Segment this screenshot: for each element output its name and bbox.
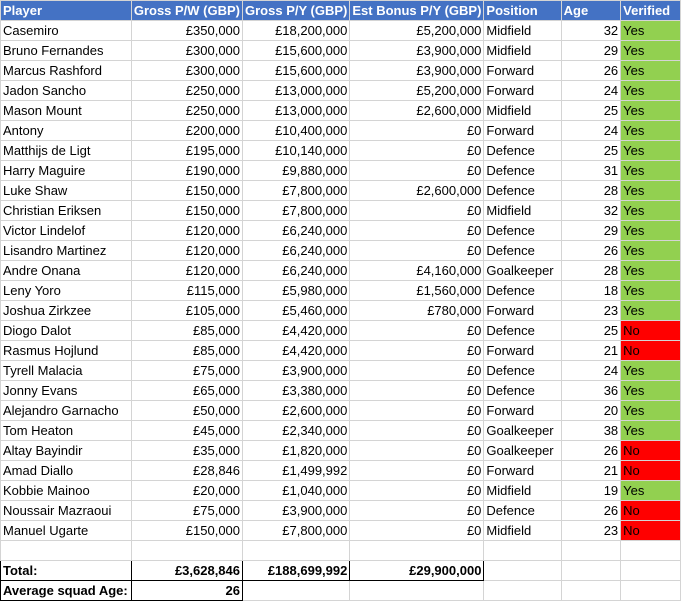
bonus-py-cell[interactable]: £0 (350, 421, 484, 441)
verified-cell[interactable]: Yes (621, 481, 681, 501)
bonus-py-cell[interactable]: £4,160,000 (350, 261, 484, 281)
gross-pw-cell[interactable]: £20,000 (131, 481, 242, 501)
age-cell[interactable]: 21 (561, 341, 621, 361)
gross-pw-cell[interactable]: £75,000 (131, 361, 242, 381)
verified-cell[interactable]: Yes (621, 221, 681, 241)
player-cell[interactable]: Alejandro Garnacho (1, 401, 132, 421)
gross-pw-cell[interactable]: £85,000 (131, 341, 242, 361)
position-cell[interactable]: Forward (484, 61, 561, 81)
position-cell[interactable]: Midfield (484, 481, 561, 501)
cell[interactable] (621, 561, 681, 581)
gross-pw-cell[interactable]: £150,000 (131, 201, 242, 221)
table-row (1, 461, 681, 481)
gross-pw-cell[interactable]: £28,846 (131, 461, 242, 481)
gross-pw-cell[interactable]: £50,000 (131, 401, 242, 421)
position-cell[interactable]: Midfield (484, 201, 561, 221)
gross-pw-cell[interactable]: £45,000 (131, 421, 242, 441)
player-cell[interactable]: Mason Mount (1, 101, 132, 121)
gross-pw-cell[interactable]: £350,000 (131, 21, 242, 41)
column-header[interactable]: Gross P/W (GBP) (131, 1, 242, 21)
gross-pw-cell[interactable]: £115,000 (131, 281, 242, 301)
age-cell[interactable]: 26 (561, 61, 621, 81)
position-cell[interactable]: Defence (484, 221, 561, 241)
table-row (1, 61, 681, 81)
player-cell[interactable]: Joshua Zirkzee (1, 301, 132, 321)
age-cell[interactable]: 24 (561, 81, 621, 101)
verified-cell[interactable]: No (621, 321, 681, 341)
gross-py-cell[interactable]: £4,420,000 (243, 341, 350, 361)
column-header[interactable]: Player (1, 1, 132, 21)
verified-cell[interactable]: No (621, 341, 681, 361)
verified-cell[interactable]: Yes (621, 421, 681, 441)
age-cell[interactable]: 32 (561, 201, 621, 221)
verified-cell[interactable]: No (621, 501, 681, 521)
totals-label[interactable]: Total: (1, 561, 132, 581)
gross-py-cell[interactable]: £7,800,000 (243, 201, 350, 221)
verified-cell[interactable]: No (621, 461, 681, 481)
average-age-value[interactable]: 26 (131, 581, 242, 601)
cell[interactable] (484, 581, 561, 601)
player-cell[interactable]: Altay Bayindir (1, 441, 132, 461)
age-cell[interactable]: 23 (561, 301, 621, 321)
gross-pw-cell[interactable]: £190,000 (131, 161, 242, 181)
player-cell[interactable]: Andre Onana (1, 261, 132, 281)
gross-pw-cell[interactable]: £250,000 (131, 81, 242, 101)
position-cell[interactable]: Defence (484, 181, 561, 201)
table-row (1, 161, 681, 181)
age-cell[interactable]: 36 (561, 381, 621, 401)
bonus-py-cell[interactable]: £0 (350, 141, 484, 161)
player-cell[interactable]: Lisandro Martinez (1, 241, 132, 261)
bonus-py-cell[interactable]: £0 (350, 321, 484, 341)
player-cell[interactable]: Jadon Sancho (1, 81, 132, 101)
age-cell[interactable]: 26 (561, 501, 621, 521)
average-age-label[interactable]: Average squad Age: (1, 581, 132, 601)
gross-pw-cell[interactable]: £120,000 (131, 221, 242, 241)
column-header[interactable]: Est Bonus P/Y (GBP) (350, 1, 484, 21)
bonus-py-cell[interactable]: £0 (350, 241, 484, 261)
bonus-py-cell[interactable]: £0 (350, 221, 484, 241)
verified-cell[interactable]: No (621, 441, 681, 461)
gross-py-cell[interactable]: £2,600,000 (243, 401, 350, 421)
gross-py-cell[interactable]: £15,600,000 (243, 61, 350, 81)
cell[interactable] (621, 541, 681, 561)
age-cell[interactable]: 26 (561, 441, 621, 461)
table-row (1, 301, 681, 321)
bonus-py-cell[interactable]: £5,200,000 (350, 81, 484, 101)
table-row (1, 441, 681, 461)
age-cell[interactable]: 26 (561, 241, 621, 261)
bonus-py-cell[interactable]: £0 (350, 461, 484, 481)
verified-cell[interactable]: Yes (621, 81, 681, 101)
position-cell[interactable]: Forward (484, 401, 561, 421)
bonus-py-cell[interactable]: £0 (350, 161, 484, 181)
gross-py-cell[interactable]: £5,460,000 (243, 301, 350, 321)
verified-cell[interactable]: Yes (621, 121, 681, 141)
average-age-row (1, 581, 681, 601)
verified-cell[interactable]: Yes (621, 181, 681, 201)
position-cell[interactable]: Forward (484, 341, 561, 361)
table-row (1, 181, 681, 201)
column-header[interactable]: Age (561, 1, 621, 21)
gross-pw-cell[interactable]: £85,000 (131, 321, 242, 341)
header-row (1, 1, 681, 21)
gross-pw-cell[interactable]: £300,000 (131, 41, 242, 61)
gross-py-cell[interactable]: £13,000,000 (243, 101, 350, 121)
gross-py-cell[interactable]: £13,000,000 (243, 81, 350, 101)
column-header[interactable]: Verified (621, 1, 681, 21)
gross-py-cell[interactable]: £6,240,000 (243, 261, 350, 281)
position-cell[interactable]: Defence (484, 361, 561, 381)
gross-py-cell[interactable]: £7,800,000 (243, 181, 350, 201)
position-cell[interactable]: Goalkeeper (484, 261, 561, 281)
cell[interactable] (1, 541, 132, 561)
age-cell[interactable]: 24 (561, 121, 621, 141)
age-cell[interactable]: 38 (561, 421, 621, 441)
bonus-py-cell[interactable]: £2,600,000 (350, 101, 484, 121)
gross-pw-cell[interactable]: £200,000 (131, 121, 242, 141)
position-cell[interactable]: Midfield (484, 41, 561, 61)
bonus-py-cell[interactable]: £0 (350, 481, 484, 501)
table-row (1, 81, 681, 101)
total-bonus-py[interactable]: £29,900,000 (350, 561, 484, 581)
gross-py-cell[interactable]: £1,820,000 (243, 441, 350, 461)
position-cell[interactable]: Midfield (484, 21, 561, 41)
bonus-py-cell[interactable]: £0 (350, 341, 484, 361)
player-cell[interactable]: Kobbie Mainoo (1, 481, 132, 501)
bonus-py-cell[interactable]: £780,000 (350, 301, 484, 321)
table-row (1, 261, 681, 281)
age-cell[interactable]: 19 (561, 481, 621, 501)
player-cell[interactable]: Luke Shaw (1, 181, 132, 201)
table-row (1, 321, 681, 341)
age-cell[interactable]: 18 (561, 281, 621, 301)
verified-cell[interactable]: Yes (621, 201, 681, 221)
age-cell[interactable]: 31 (561, 161, 621, 181)
table-row (1, 121, 681, 141)
bonus-py-cell[interactable]: £5,200,000 (350, 21, 484, 41)
bonus-py-cell[interactable]: £1,560,000 (350, 281, 484, 301)
gross-py-cell[interactable]: £3,380,000 (243, 381, 350, 401)
gross-py-cell[interactable]: £6,240,000 (243, 241, 350, 261)
bonus-py-cell[interactable]: £0 (350, 521, 484, 541)
gross-pw-cell[interactable]: £105,000 (131, 301, 242, 321)
player-cell[interactable]: Tyrell Malacia (1, 361, 132, 381)
gross-pw-cell[interactable]: £300,000 (131, 61, 242, 81)
verified-cell[interactable]: No (621, 521, 681, 541)
bonus-py-cell[interactable]: £0 (350, 441, 484, 461)
bonus-py-cell[interactable]: £2,600,000 (350, 181, 484, 201)
verified-cell[interactable]: Yes (621, 161, 681, 181)
age-cell[interactable]: 29 (561, 221, 621, 241)
cell[interactable] (561, 541, 621, 561)
gross-py-cell[interactable]: £2,340,000 (243, 421, 350, 441)
position-cell[interactable]: Forward (484, 301, 561, 321)
player-cell[interactable]: Jonny Evans (1, 381, 132, 401)
player-cell[interactable]: Marcus Rashford (1, 61, 132, 81)
position-cell[interactable]: Defence (484, 321, 561, 341)
gross-py-cell[interactable]: £6,240,000 (243, 221, 350, 241)
cell[interactable] (621, 581, 681, 601)
gross-pw-cell[interactable]: £65,000 (131, 381, 242, 401)
gross-pw-cell[interactable]: £120,000 (131, 241, 242, 261)
column-header[interactable]: Gross P/Y (GBP) (243, 1, 350, 21)
gross-pw-cell[interactable]: £75,000 (131, 501, 242, 521)
table-row (1, 41, 681, 61)
gross-py-cell[interactable]: £1,040,000 (243, 481, 350, 501)
table-row (1, 21, 681, 41)
position-cell[interactable]: Forward (484, 81, 561, 101)
gross-py-cell[interactable]: £10,140,000 (243, 141, 350, 161)
player-cell[interactable]: Amad Diallo (1, 461, 132, 481)
verified-cell[interactable]: Yes (621, 301, 681, 321)
gross-pw-cell[interactable]: £150,000 (131, 181, 242, 201)
age-cell[interactable]: 21 (561, 461, 621, 481)
table-row (1, 381, 681, 401)
gross-py-cell[interactable]: £15,600,000 (243, 41, 350, 61)
gross-pw-cell[interactable]: £250,000 (131, 101, 242, 121)
cell[interactable] (350, 541, 484, 561)
gross-py-cell[interactable]: £9,880,000 (243, 161, 350, 181)
cell[interactable] (243, 581, 350, 601)
position-cell[interactable]: Midfield (484, 521, 561, 541)
player-cell[interactable]: Rasmus Hojlund (1, 341, 132, 361)
age-cell[interactable]: 28 (561, 261, 621, 281)
bonus-py-cell[interactable]: £0 (350, 201, 484, 221)
bonus-py-cell[interactable]: £3,900,000 (350, 61, 484, 81)
cell[interactable] (243, 541, 350, 561)
cell[interactable] (350, 581, 484, 601)
bonus-py-cell[interactable]: £0 (350, 401, 484, 421)
bonus-py-cell[interactable]: £0 (350, 121, 484, 141)
table-row (1, 221, 681, 241)
verified-cell[interactable]: Yes (621, 281, 681, 301)
player-cell[interactable]: Bruno Fernandes (1, 41, 132, 61)
table-row (1, 421, 681, 441)
gross-py-cell[interactable]: £1,499,992 (243, 461, 350, 481)
total-gross-py[interactable]: £188,699,992 (243, 561, 350, 581)
cell[interactable] (131, 541, 242, 561)
position-cell[interactable]: Midfield (484, 101, 561, 121)
total-gross-pw[interactable]: £3,628,846 (131, 561, 242, 581)
player-cell[interactable]: Casemiro (1, 21, 132, 41)
verified-cell[interactable]: Yes (621, 241, 681, 261)
empty-row (1, 541, 681, 561)
bonus-py-cell[interactable]: £0 (350, 381, 484, 401)
gross-pw-cell[interactable]: £35,000 (131, 441, 242, 461)
age-cell[interactable]: 24 (561, 361, 621, 381)
table-row (1, 201, 681, 221)
gross-py-cell[interactable]: £18,200,000 (243, 21, 350, 41)
position-cell[interactable]: Defence (484, 281, 561, 301)
age-cell[interactable]: 28 (561, 181, 621, 201)
cell[interactable] (484, 561, 561, 581)
age-cell[interactable]: 20 (561, 401, 621, 421)
gross-py-cell[interactable]: £7,800,000 (243, 521, 350, 541)
gross-pw-cell[interactable]: £195,000 (131, 141, 242, 161)
verified-cell[interactable]: Yes (621, 21, 681, 41)
table-row (1, 401, 681, 421)
position-cell[interactable]: Forward (484, 121, 561, 141)
position-cell[interactable]: Defence (484, 161, 561, 181)
verified-cell[interactable]: Yes (621, 381, 681, 401)
gross-pw-cell[interactable]: £120,000 (131, 261, 242, 281)
player-cell[interactable]: Victor Lindelof (1, 221, 132, 241)
column-header[interactable]: Position (484, 1, 561, 21)
player-cell[interactable]: Leny Yoro (1, 281, 132, 301)
totals-row (1, 561, 681, 581)
table-row (1, 501, 681, 521)
verified-cell[interactable]: Yes (621, 361, 681, 381)
gross-py-cell[interactable]: £10,400,000 (243, 121, 350, 141)
verified-cell[interactable]: Yes (621, 141, 681, 161)
age-cell[interactable]: 25 (561, 141, 621, 161)
player-cell[interactable]: Noussair Mazraoui (1, 501, 132, 521)
table-row (1, 241, 681, 261)
position-cell[interactable]: Goalkeeper (484, 421, 561, 441)
bonus-py-cell[interactable]: £0 (350, 501, 484, 521)
verified-cell[interactable]: Yes (621, 41, 681, 61)
cell[interactable] (561, 561, 621, 581)
position-cell[interactable]: Defence (484, 141, 561, 161)
position-cell[interactable]: Goalkeeper (484, 441, 561, 461)
verified-cell[interactable]: Yes (621, 101, 681, 121)
table-row (1, 481, 681, 501)
age-cell[interactable]: 29 (561, 41, 621, 61)
position-cell[interactable]: Defence (484, 241, 561, 261)
position-cell[interactable]: Defence (484, 381, 561, 401)
verified-cell[interactable]: Yes (621, 61, 681, 81)
table-row (1, 361, 681, 381)
cell[interactable] (484, 541, 561, 561)
verified-cell[interactable]: Yes (621, 261, 681, 281)
table-row (1, 521, 681, 541)
player-cell[interactable]: Manuel Ugarte (1, 521, 132, 541)
age-cell[interactable]: 25 (561, 101, 621, 121)
verified-cell[interactable]: Yes (621, 401, 681, 421)
gross-py-cell[interactable]: £4,420,000 (243, 321, 350, 341)
position-cell[interactable]: Defence (484, 501, 561, 521)
player-cell[interactable]: Harry Maguire (1, 161, 132, 181)
gross-py-cell[interactable]: £3,900,000 (243, 501, 350, 521)
table-row (1, 341, 681, 361)
table-row (1, 141, 681, 161)
age-cell[interactable]: 32 (561, 21, 621, 41)
cell[interactable] (561, 581, 621, 601)
position-cell[interactable]: Forward (484, 461, 561, 481)
table-row (1, 281, 681, 301)
age-cell[interactable]: 23 (561, 521, 621, 541)
table-row (1, 101, 681, 121)
gross-pw-cell[interactable]: £150,000 (131, 521, 242, 541)
age-cell[interactable]: 25 (561, 321, 621, 341)
player-cell[interactable]: Antony (1, 121, 132, 141)
player-cell[interactable]: Matthijs de Ligt (1, 141, 132, 161)
player-cell[interactable]: Diogo Dalot (1, 321, 132, 341)
player-cell[interactable]: Christian Eriksen (1, 201, 132, 221)
gross-py-cell[interactable]: £3,900,000 (243, 361, 350, 381)
player-cell[interactable]: Tom Heaton (1, 421, 132, 441)
gross-py-cell[interactable]: £5,980,000 (243, 281, 350, 301)
bonus-py-cell[interactable]: £3,900,000 (350, 41, 484, 61)
bonus-py-cell[interactable]: £0 (350, 361, 484, 381)
